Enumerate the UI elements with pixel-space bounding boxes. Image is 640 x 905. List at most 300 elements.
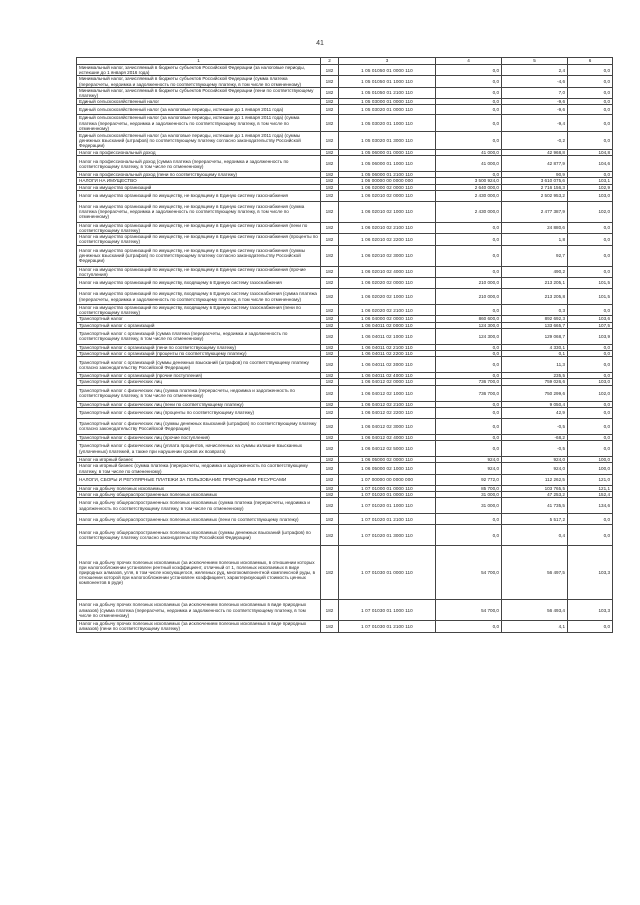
table-row [77,115,613,132]
row-percent-cell: 0,0 [568,222,613,233]
row-fact-cell: 42 968,8 [502,150,568,156]
row-percent-cell: 102,9 [568,184,613,190]
row-admin-code-cell: 182 [321,385,339,401]
row-plan-cell: 41 000,0 [436,156,502,172]
row-budget-code-cell: 1 06 04012 02 0000 110 [339,379,436,385]
row-budget-code-cell: 1 06 04000 02 0000 110 [339,316,436,322]
row-name-cell: Минимальный налог, зачисляемый в бюджеты субъектов Российской Федерации (за налоговые периоды, истекшие до 1 января 2016 года) [77,65,321,76]
row-plan-cell: 860 600,0 [436,316,502,322]
row-plan-cell: 0,0 [436,76,502,87]
row-percent-cell: 0,0 [568,234,613,245]
row-plan-cell: 0,0 [436,65,502,76]
column-header: 5 [502,58,568,65]
column-header: 4 [436,58,502,65]
row-name-cell: Транспортный налог с физических лиц [77,379,321,385]
row-plan-cell: 0,0 [436,357,502,373]
row-plan-cell: 736 700,0 [436,379,502,385]
row-admin-code-cell: 182 [321,379,339,385]
row-admin-code-cell: 182 [321,401,339,407]
row-plan-cell: 0,0 [436,373,502,379]
row-percent-cell: 103,0 [568,190,613,201]
row-budget-code-cell: 1 05 01050 01 2100 110 [339,87,436,98]
table-row [77,289,613,305]
table-row [77,65,613,76]
row-fact-cell: 750 299,6 [502,385,568,401]
row-name-cell: Налог на имущество организаций по имуществу, не входящему в Единую систему газоснабжения (проценты по соответствующему платежу) [77,234,321,245]
row-plan-cell: 0,0 [436,344,502,350]
row-admin-code-cell: 182 [321,150,339,156]
row-percent-cell: 0,0 [568,401,613,407]
row-percent-cell: 0,0 [568,434,613,440]
table-row [77,546,613,600]
row-name-cell: Налог на добычу общераспространенных полезных ископаемых (пени по соответствующему платежу) [77,514,321,525]
row-budget-code-cell: 1 07 01030 01 0000 110 [339,546,436,600]
row-budget-code-cell: 1 06 04012 02 2100 110 [339,401,436,407]
row-admin-code-cell: 182 [321,514,339,525]
row-fact-cell: -0,2 [502,132,568,150]
table-row [77,234,613,245]
row-fact-cell: 92,7 [502,245,568,266]
row-fact-cell: 490,2 [502,266,568,277]
row-fact-cell: 2 502 953,2 [502,190,568,201]
row-plan-cell: 0,0 [436,525,502,546]
row-plan-cell: 0,0 [436,87,502,98]
row-percent-cell: 0,0 [568,305,613,316]
row-fact-cell: 24 880,6 [502,222,568,233]
row-budget-code-cell: 1 07 01020 01 0000 110 [339,491,436,497]
row-admin-code-cell: 182 [321,87,339,98]
table-row [77,463,613,474]
row-fact-cell: 892 692,3 [502,316,568,322]
row-plan-cell: 85 700,0 [436,485,502,491]
row-fact-cell: 47 253,2 [502,491,568,497]
row-budget-code-cell: 1 06 04012 02 2200 110 [339,407,436,418]
row-percent-cell: 102,0 [568,201,613,222]
row-admin-code-cell: 182 [321,184,339,190]
row-admin-code-cell: 182 [321,222,339,233]
row-name-cell: Налог на имущество организаций по имуществу, входящему в Единую систему газоснабжения (пени по соответствующему платежу) [77,305,321,316]
row-percent-cell: 0,0 [568,418,613,434]
row-percent-cell: 104,8 [568,150,613,156]
table-row [77,156,613,172]
table-row [77,132,613,150]
row-name-cell: Транспортный налог с организаций (проценты по соответствующему платежу) [77,351,321,357]
row-budget-code-cell: 1 06 04011 02 4000 110 [339,373,436,379]
row-fact-cell: 924,0 [502,463,568,474]
row-fact-cell: 11,3 [502,357,568,373]
row-name-cell: Налог на добычу общераспространенных полезных ископаемых [77,491,321,497]
row-budget-code-cell: 1 06 05000 02 1000 110 [339,463,436,474]
table-row [77,105,613,115]
row-budget-code-cell: 1 06 02010 02 0000 110 [339,190,436,201]
row-name-cell: Транспортный налог с физических лиц (прочие поступления) [77,434,321,440]
row-budget-code-cell: 1 07 01020 01 2100 110 [339,514,436,525]
table-row [77,266,613,277]
row-admin-code-cell: 182 [321,156,339,172]
row-plan-cell: 736 700,0 [436,385,502,401]
row-admin-code-cell: 182 [321,305,339,316]
row-percent-cell: 0,0 [568,373,613,379]
row-name-cell: Налог на профессиональный доход [77,150,321,156]
row-fact-cell: 1,8 [502,234,568,245]
row-admin-code-cell: 182 [321,344,339,350]
column-header: 1 [77,58,321,65]
row-name-cell: Единый сельскохозяйственный налог (за налоговые периоды, истекшие до 1 января 2011 года) (сумма платежа (перерасчеты, недоимка и задолженность по соответствующему платежу, в том числе по отмененному) [77,115,321,132]
row-name-cell: Налог на имущество организаций по имуществу, не входящему в Единую систему газоснабжения (сумма платежа (перерасчеты, недоимка и задолженность по соответствующему платежу, в том числе по отмененному) [77,201,321,222]
table-row [77,278,613,289]
row-percent-cell: 0,0 [568,407,613,418]
row-admin-code-cell: 182 [321,457,339,463]
table-row [77,385,613,401]
table-row [77,357,613,373]
row-fact-cell: 0,4 [502,525,568,546]
row-percent-cell: 0,0 [568,172,613,178]
row-budget-code-cell: 1 06 04011 02 2100 110 [339,344,436,350]
table-row [77,245,613,266]
row-percent-cell: 0,0 [568,76,613,87]
table-row [77,441,613,457]
row-budget-code-cell: 1 07 01030 01 2100 110 [339,621,436,632]
row-percent-cell: 0,0 [568,525,613,546]
row-plan-cell: 0,0 [436,99,502,105]
row-name-cell: Налог на имущество организаций по имуществу, не входящему в Единую систему газоснабжения (прочие поступления) [77,266,321,277]
row-admin-code-cell: 182 [321,434,339,440]
row-budget-code-cell: 1 06 04012 02 4000 110 [339,434,436,440]
row-plan-cell: 0,0 [436,621,502,632]
row-plan-cell: 0,0 [436,115,502,132]
row-admin-code-cell: 182 [321,491,339,497]
row-plan-cell: 2 430 000,0 [436,201,502,222]
table-row [77,498,613,514]
row-percent-cell: 134,6 [568,498,613,514]
row-percent-cell: 103,3 [568,600,613,621]
row-name-cell: НАЛОГИ, СБОРЫ И РЕГУЛЯРНЫЕ ПЛАТЕЖИ ЗА ПОЛЬЗОВАНИЕ ПРИРОДНЫМИ РЕСУРСАМИ [77,474,321,485]
row-name-cell: Единый сельскохозяйственный налог (за налоговые периоды, истекшие до 1 января 2011 года) [77,105,321,115]
table-row [77,76,613,87]
row-name-cell: Единый сельскохозяйственный налог (за налоговые периоды, истекшие до 1 января 2011 года) (суммы денежных взысканий (штрафов) по соответствующему платежу согласно законодательству Российской Федерации) [77,132,321,150]
row-plan-cell: 124 300,0 [436,328,502,344]
row-plan-cell: 0,0 [436,418,502,434]
row-name-cell: Транспортный налог с физических лиц (сумма платежа (перерасчеты, недоимка и задолженность по соответствующему платежу, в том числе по отмененному) [77,385,321,401]
row-percent-cell: 0,0 [568,344,613,350]
row-budget-code-cell: 1 06 04012 02 5000 110 [339,441,436,457]
row-budget-code-cell: 1 07 00000 00 0000 000 [339,474,436,485]
row-budget-code-cell: 1 06 02010 02 2200 110 [339,234,436,245]
row-fact-cell: 213 205,8 [502,289,568,305]
row-plan-cell: 0,0 [436,222,502,233]
row-fact-cell: 7,0 [502,87,568,98]
row-fact-cell: -9,6 [502,99,568,105]
row-admin-code-cell: 182 [321,278,339,289]
row-percent-cell: 101,5 [568,289,613,305]
row-admin-code-cell: 182 [321,322,339,328]
row-admin-code-cell: 182 [321,498,339,514]
row-plan-cell: 0,0 [436,172,502,178]
row-fact-cell: -68,2 [502,434,568,440]
row-plan-cell: 0,0 [436,305,502,316]
row-admin-code-cell: 182 [321,172,339,178]
row-percent-cell: 0,0 [568,621,613,632]
row-fact-cell: 5 517,2 [502,514,568,525]
row-name-cell: Транспортный налог [77,316,321,322]
row-fact-cell: -0,5 [502,441,568,457]
row-percent-cell: 0,0 [568,87,613,98]
row-budget-code-cell: 1 06 04011 02 0000 110 [339,322,436,328]
row-plan-cell: 3 500 924,0 [436,178,502,184]
row-name-cell: Транспортный налог с организаций [77,322,321,328]
row-budget-code-cell: 1 06 02010 02 1000 110 [339,201,436,222]
row-plan-cell: 0,0 [436,245,502,266]
row-name-cell: Налог на игорный бизнес (сумма платежа (перерасчеты, недоимка и задолженность по соответствующему платежу, в том числе по отмененному) [77,463,321,474]
row-fact-cell: 4 330,1 [502,344,568,350]
row-percent-cell: 0,0 [568,115,613,132]
row-name-cell: Транспортный налог с физических лиц (пени по соответствующему платежу) [77,401,321,407]
row-percent-cell: 0,0 [568,245,613,266]
row-plan-cell: 924,0 [436,463,502,474]
row-budget-code-cell: 1 06 02010 02 2100 110 [339,222,436,233]
row-percent-cell: 100,0 [568,457,613,463]
row-name-cell: Транспортный налог с организаций (сумма платежа (перерасчеты, недоимка и задолженность по соответствующему платежу, в том числе по отмененному) [77,328,321,344]
row-name-cell: Налог на добычу прочих полезных ископаемых (за исключением полезных ископаемых в виде природных алмазов) (сумма платежа (перерасчеты, недоимка и задолженность по соответствующему платежу, в том числе по отмененному) [77,600,321,621]
table-body [77,65,613,633]
row-admin-code-cell: 182 [321,474,339,485]
row-budget-code-cell: 1 05 03020 01 0000 110 [339,105,436,115]
row-percent-cell: 104,6 [568,156,613,172]
row-percent-cell: 101,5 [568,278,613,289]
row-percent-cell: 0,0 [568,105,613,115]
row-percent-cell: 100,0 [568,463,613,474]
row-fact-cell: 56 493,4 [502,600,568,621]
row-percent-cell: 103,9 [568,328,613,344]
row-admin-code-cell: 182 [321,245,339,266]
row-fact-cell: 235,5 [502,373,568,379]
row-admin-code-cell: 182 [321,132,339,150]
row-budget-code-cell: 1 05 06000 01 2100 110 [339,172,436,178]
row-admin-code-cell: 182 [321,621,339,632]
row-fact-cell: 213 205,1 [502,278,568,289]
row-name-cell: Налог на добычу полезных ископаемых [77,485,321,491]
row-percent-cell: 103,6 [568,316,613,322]
table-row [77,407,613,418]
column-number-row [77,58,613,65]
row-fact-cell: -9,6 [502,105,568,115]
row-percent-cell: 103,1 [568,178,613,184]
row-plan-cell: 0,0 [436,434,502,440]
row-name-cell: Налог на имущество организаций по имуществу, не входящему в Единую систему газоснабжения (пени по соответствующему платежу) [77,222,321,233]
row-fact-cell: -0,5 [502,418,568,434]
table-row [77,328,613,344]
row-name-cell: НАЛОГИ НА ИМУЩЕСТВО [77,178,321,184]
row-budget-code-cell: 1 06 02020 02 1000 110 [339,289,436,305]
row-budget-code-cell: 1 06 02010 02 3000 110 [339,245,436,266]
row-percent-cell: 0,0 [568,266,613,277]
row-fact-cell: 4,1 [502,621,568,632]
row-fact-cell: 103 765,5 [502,485,568,491]
row-plan-cell: 0,0 [436,105,502,115]
row-percent-cell: 121,1 [568,485,613,491]
row-budget-code-cell: 1 05 03020 01 1000 110 [339,115,436,132]
row-name-cell: Транспортный налог с организаций (пени по соответствующему платежу) [77,344,321,350]
row-fact-cell: 2,4 [502,65,568,76]
row-admin-code-cell: 182 [321,65,339,76]
row-plan-cell: 0,0 [436,234,502,245]
row-budget-code-cell: 1 05 01050 01 0000 110 [339,65,436,76]
row-percent-cell: 0,0 [568,351,613,357]
row-name-cell: Налог на имущество организаций по имуществу, входящему в Единую систему газоснабжения (сумма платежа (перерасчеты, недоимка и задолженность по соответствующему платежу, в том числе по отмененному) [77,289,321,305]
row-budget-code-cell: 1 05 06000 01 1000 110 [339,156,436,172]
row-percent-cell: 103,3 [568,546,613,600]
row-admin-code-cell: 182 [321,351,339,357]
row-name-cell: Минимальный налог, зачисляемый в бюджеты субъектов Российской Федерации (пени по соответствующему платежу) [77,87,321,98]
row-percent-cell: 0,0 [568,99,613,105]
column-header: 3 [339,58,436,65]
row-name-cell: Налог на игорный бизнес [77,457,321,463]
row-admin-code-cell: 182 [321,485,339,491]
row-budget-code-cell: 1 06 04012 02 3000 110 [339,418,436,434]
row-percent-cell: 121,0 [568,474,613,485]
row-budget-code-cell: 1 06 04011 02 1000 110 [339,328,436,344]
row-admin-code-cell: 182 [321,373,339,379]
row-name-cell: Налог на имущество организаций по имуществу, входящему в Единую систему газоснабжения [77,278,321,289]
row-admin-code-cell: 182 [321,546,339,600]
row-fact-cell: 90,9 [502,172,568,178]
row-admin-code-cell: 182 [321,115,339,132]
row-admin-code-cell: 182 [321,266,339,277]
row-fact-cell: 0,3 [502,305,568,316]
row-fact-cell: 42,9 [502,407,568,418]
table-row [77,201,613,222]
row-name-cell: Налог на добычу общераспространенных полезных ископаемых (суммы денежных взысканий (штрафов) по соответствующему платежу согласно законодательству Российской Федерации) [77,525,321,546]
row-budget-code-cell: 1 06 04012 02 1000 110 [339,385,436,401]
row-fact-cell: 3 610 075,6 [502,178,568,184]
row-fact-cell: 133 665,7 [502,322,568,328]
row-plan-cell: 0,0 [436,401,502,407]
row-plan-cell: 31 000,0 [436,491,502,497]
table-row [77,514,613,525]
row-fact-cell: 2 477 387,9 [502,201,568,222]
row-name-cell: Транспортный налог с физических лиц (уплата процентов, начисленных на суммы излишне взысканных (уплаченных) платежей, а также при нарушении сроков их возврата) [77,441,321,457]
row-fact-cell: 56 497,5 [502,546,568,600]
revenue-table [76,57,613,633]
row-fact-cell: 129 068,7 [502,328,568,344]
row-admin-code-cell: 182 [321,316,339,322]
row-fact-cell: 924,0 [502,457,568,463]
row-name-cell: Налог на профессиональный доход (сумма платежа (перерасчеты, недоимка и задолженность по соответствующему платежу, в том числе по отмененному) [77,156,321,172]
row-admin-code-cell: 182 [321,234,339,245]
row-plan-cell: 0,0 [436,132,502,150]
row-fact-cell: 759 026,6 [502,379,568,385]
row-percent-cell: 152,4 [568,491,613,497]
row-budget-code-cell: 1 07 01020 01 1000 110 [339,498,436,514]
table-row [77,474,613,485]
row-budget-code-cell: 1 06 00000 00 0000 000 [339,178,436,184]
row-plan-cell: 92 772,0 [436,474,502,485]
row-name-cell: Транспортный налог с организаций (прочие поступления) [77,373,321,379]
row-fact-cell: 112 262,5 [502,474,568,485]
row-fact-cell: 9 050,4 [502,401,568,407]
row-budget-code-cell: 1 07 01030 01 1000 110 [339,600,436,621]
row-admin-code-cell: 182 [321,357,339,373]
row-admin-code-cell: 182 [321,105,339,115]
row-admin-code-cell: 182 [321,463,339,474]
row-admin-code-cell: 182 [321,289,339,305]
row-name-cell: Налог на добычу прочих полезных ископаемых (за исключением полезных ископаемых в виде природных алмазов) (пени по соответствующему платежу) [77,621,321,632]
row-plan-cell: 924,0 [436,457,502,463]
row-admin-code-cell: 182 [321,190,339,201]
row-budget-code-cell: 1 06 02000 02 0000 110 [339,184,436,190]
row-percent-cell: 0,0 [568,132,613,150]
table-row [77,87,613,98]
table-row [77,418,613,434]
row-plan-cell: 210 000,0 [436,289,502,305]
row-plan-cell: 0,0 [436,266,502,277]
row-percent-cell: 0,0 [568,65,613,76]
row-percent-cell: 103,0 [568,379,613,385]
row-name-cell: Налог на имущество организаций [77,184,321,190]
row-budget-code-cell: 1 05 06000 01 0000 110 [339,150,436,156]
row-budget-code-cell: 1 05 01050 01 1000 110 [339,76,436,87]
row-budget-code-cell: 1 07 01020 01 3000 110 [339,525,436,546]
column-header: 2 [321,58,339,65]
row-admin-code-cell: 182 [321,328,339,344]
row-budget-code-cell: 1 06 04011 02 2200 110 [339,351,436,357]
row-fact-cell: 41 735,5 [502,498,568,514]
row-admin-code-cell: 182 [321,99,339,105]
row-admin-code-cell: 182 [321,201,339,222]
row-percent-cell: 0,0 [568,514,613,525]
row-admin-code-cell: 182 [321,441,339,457]
row-budget-code-cell: 1 06 04011 02 3000 110 [339,357,436,373]
row-name-cell: Налог на профессиональный доход (пени по соответствующему платежу) [77,172,321,178]
row-name-cell: Транспортный налог с организаций (суммы денежных взысканий (штрафов) по соответствующему платежу согласно законодательству Российской Федерации) [77,357,321,373]
table-row [77,600,613,621]
row-plan-cell: 0,0 [436,351,502,357]
row-plan-cell: 210 000,0 [436,278,502,289]
row-fact-cell: 42 877,9 [502,156,568,172]
row-admin-code-cell: 182 [321,600,339,621]
row-budget-code-cell: 1 06 02010 02 4000 110 [339,266,436,277]
row-percent-cell: 0,0 [568,357,613,373]
row-plan-cell: 124 300,0 [436,322,502,328]
row-fact-cell: -9,4 [502,115,568,132]
column-header: 6 [568,58,613,65]
row-fact-cell: 2 716 156,3 [502,184,568,190]
row-budget-code-cell: 1 07 01000 01 0000 110 [339,485,436,491]
row-percent-cell: 102,0 [568,385,613,401]
row-plan-cell: 54 700,0 [436,600,502,621]
table-row [77,190,613,201]
row-plan-cell: 0,0 [436,441,502,457]
row-plan-cell: 0,0 [436,407,502,418]
row-fact-cell: 0,1 [502,351,568,357]
table-row [77,305,613,316]
table-row [77,621,613,632]
row-admin-code-cell: 182 [321,525,339,546]
row-percent-cell: 107,5 [568,322,613,328]
row-budget-code-cell: 1 06 02020 02 2100 110 [339,305,436,316]
row-plan-cell: 54 700,0 [436,546,502,600]
row-fact-cell: -4,6 [502,76,568,87]
table-row [77,222,613,233]
row-budget-code-cell: 1 05 03000 01 0000 110 [339,99,436,105]
row-name-cell: Налог на имущество организаций по имуществу, не входящему в Единую систему газоснабжения (суммы денежных взысканий (штрафов) по соответствующему платежу согласно законодательству Российской Федерации) [77,245,321,266]
row-plan-cell: 2 430 000,0 [436,190,502,201]
row-budget-code-cell: 1 06 02020 02 0000 110 [339,278,436,289]
row-admin-code-cell: 182 [321,178,339,184]
row-name-cell: Налог на добычу общераспространенных полезных ископаемых (сумма платежа (перерасчеты, недоимка и задолженность по соответствующему платежу, в том числе по отмененному) [77,498,321,514]
row-plan-cell: 41 000,0 [436,150,502,156]
page-number: 41 [316,40,324,47]
